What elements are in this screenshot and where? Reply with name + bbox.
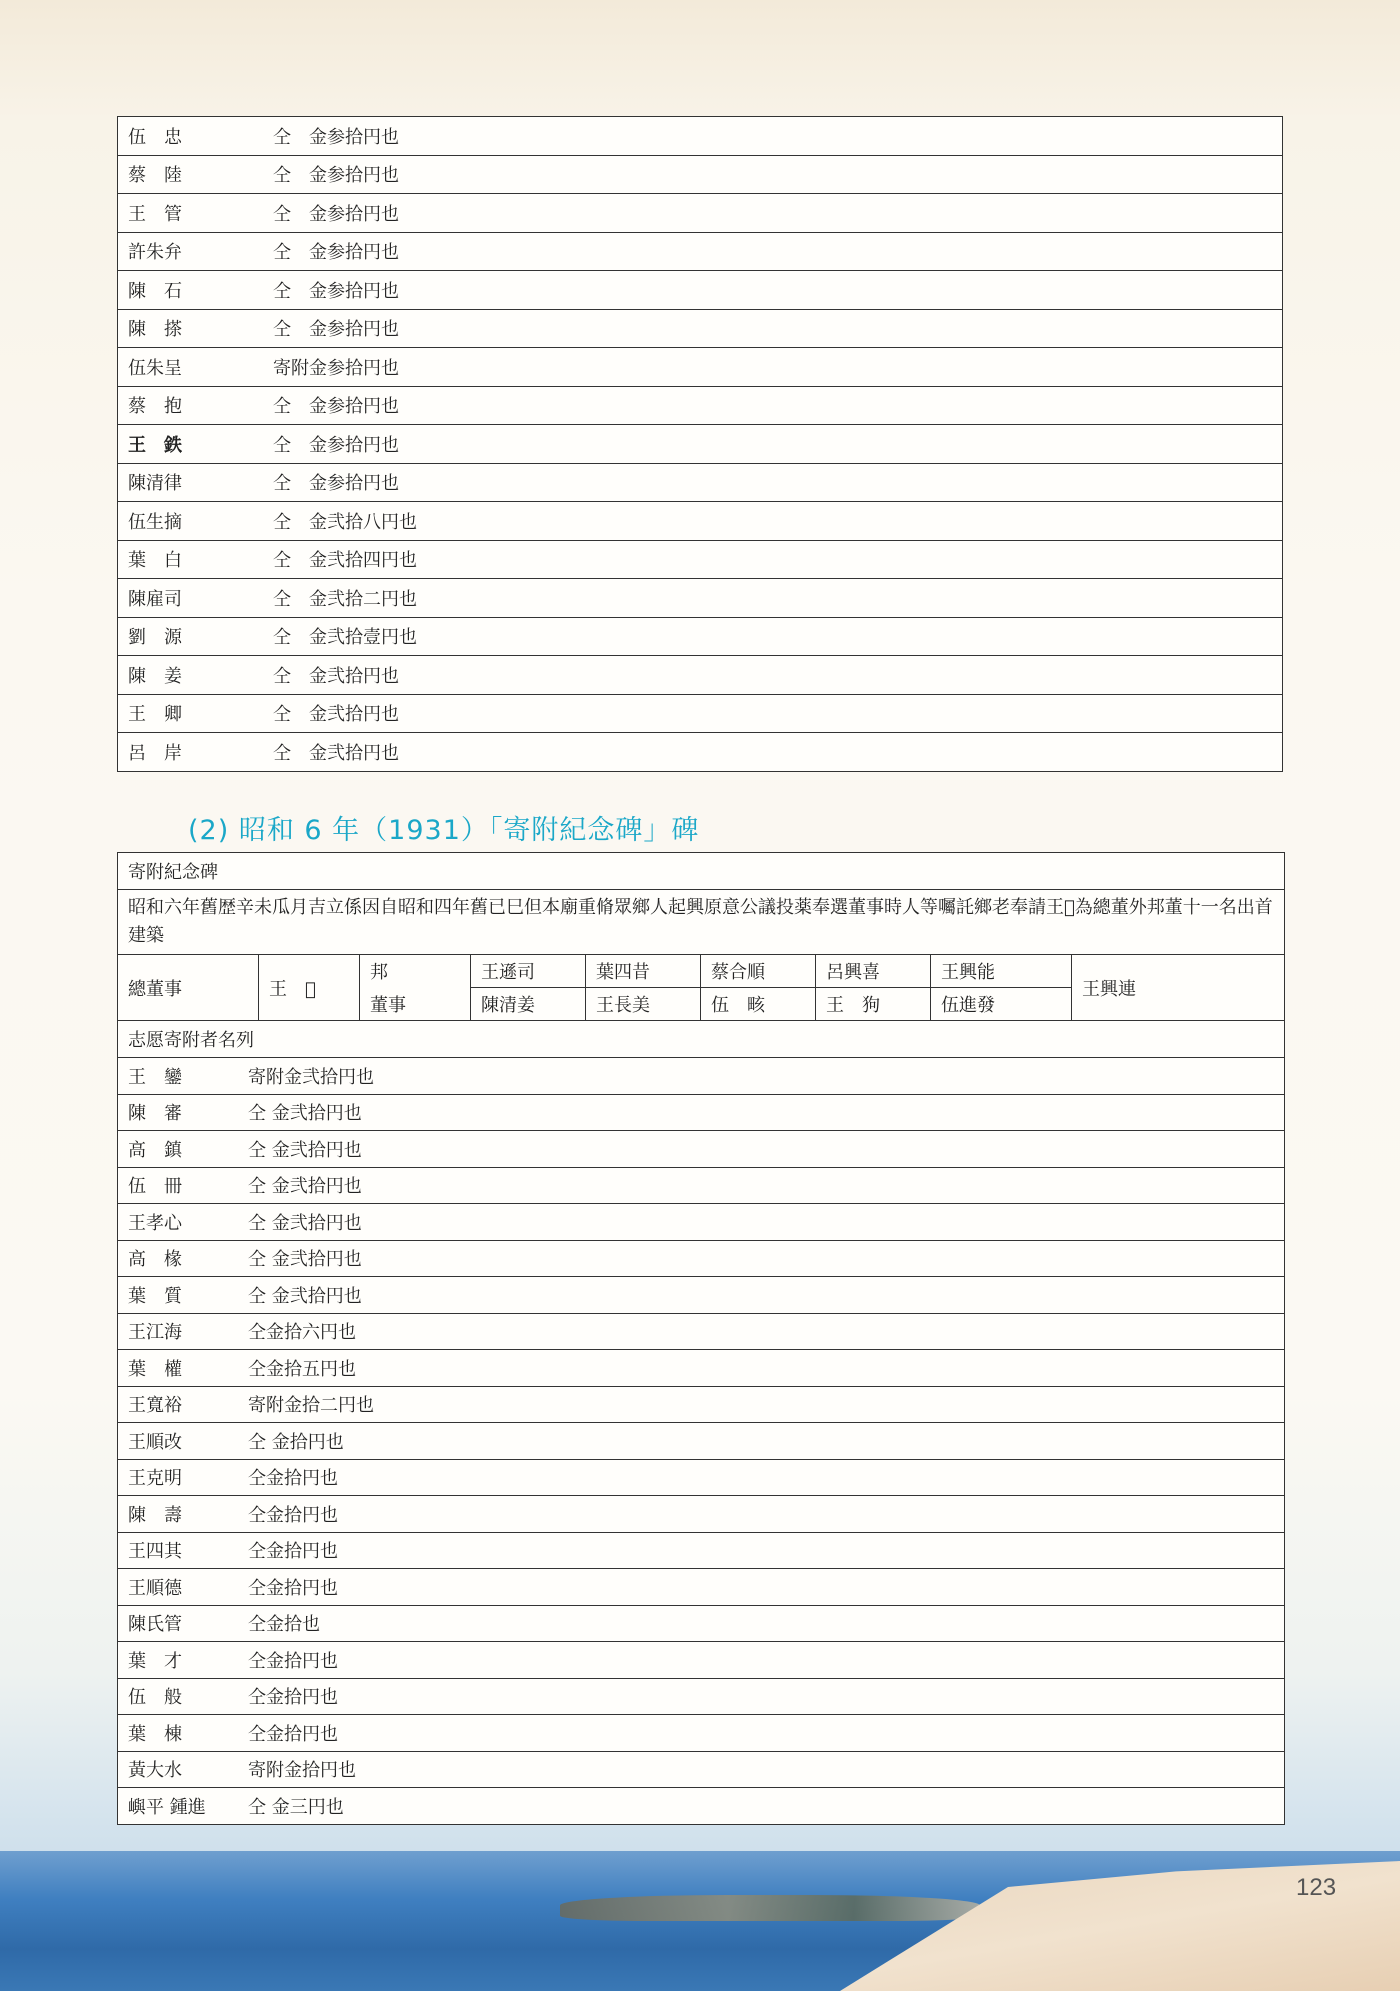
donation-amount: 仝 金弐拾八円也 (273, 511, 417, 533)
donation-amount: 仝金拾五円也 (248, 1358, 356, 1380)
donor-entry (118, 155, 1283, 194)
donor-entry (118, 1131, 1285, 1168)
donor-name: 王四其 (128, 1541, 182, 1563)
donor-name: 葉 權 (128, 1358, 182, 1380)
donor-name: 伍 冊 (128, 1176, 182, 1198)
table-row (118, 386, 1283, 425)
donor-name: 王 鑾 (128, 1066, 182, 1088)
donor-name: 高 椽 (128, 1249, 182, 1271)
donor-entry (118, 1532, 1285, 1569)
donor-name: 葉 棟 (128, 1723, 182, 1745)
donation-amount: 仝金拾円也 (248, 1468, 338, 1490)
donor-entry (118, 1240, 1285, 1277)
director: 呂興喜 (816, 955, 931, 988)
donor-entry (118, 232, 1283, 271)
section-heading: (2) 昭和 6 年（1931）「寄附紀念碑」碑 (188, 815, 700, 846)
table-row (118, 1277, 1285, 1314)
donor-name: 陳 壽 (128, 1504, 182, 1526)
donor-name: 蔡 陸 (128, 165, 182, 187)
donor-list-header: 志愿寄附者名列 (118, 1021, 1285, 1058)
donor-name: 王 管 (128, 203, 182, 225)
donor-entry (118, 1715, 1285, 1752)
donor-name: 王孝心 (128, 1212, 182, 1234)
donor-entry (118, 1459, 1285, 1496)
donor-name: 陳氏管 (128, 1614, 182, 1636)
donation-amount: 仝 金参拾円也 (273, 126, 399, 148)
table-row (118, 1751, 1285, 1788)
donor-entry (118, 1751, 1285, 1788)
donor-entry (118, 1423, 1285, 1460)
donor-table-1 (117, 116, 1283, 772)
donation-amount: 仝 金参拾円也 (273, 319, 399, 341)
monument-title: 寄附紀念碑 (118, 853, 1285, 890)
donation-amount: 仝金拾円也 (248, 1687, 338, 1709)
donor-entry (118, 1277, 1285, 1314)
donor-name: 王寬裕 (128, 1395, 182, 1417)
donor-name: 伍 忠 (128, 126, 182, 148)
donation-amount: 仝 金参拾円也 (273, 242, 399, 264)
table-row (118, 1386, 1285, 1423)
donor-name: 黃大水 (128, 1760, 182, 1782)
table-row (118, 1532, 1285, 1569)
donor-name: 陳 審 (128, 1103, 182, 1125)
table-row (118, 309, 1283, 348)
donor-name: 王 鉄 (128, 434, 182, 456)
donor-entry (118, 656, 1283, 695)
donor-entry (118, 1313, 1285, 1350)
donor-name: 呂 岸 (128, 742, 182, 764)
donor-table-2 (117, 852, 1285, 1825)
table-row (118, 617, 1283, 656)
table-row (118, 232, 1283, 271)
donor-entry (118, 1642, 1285, 1679)
donor-name: 嶼平 鍾進 (128, 1796, 206, 1818)
donation-amount: 仝 金弐拾円也 (248, 1249, 362, 1271)
donation-amount: 仝 金弐拾二円也 (273, 588, 417, 610)
table-row (118, 1094, 1285, 1131)
monument-description: 昭和六年舊歴辛未瓜月吉立係因自昭和四年舊已巳但本廟重脩眾鄉人起興原意公議投薬奉選董事時人等囑託鄉老奉請王𢢿為總董外邦董十一名出首建築 (118, 890, 1285, 955)
donor-name: 蔡 抱 (128, 396, 182, 418)
donor-name: 葉 質 (128, 1285, 182, 1307)
donor-name: 伍 般 (128, 1687, 182, 1709)
table-row (118, 155, 1283, 194)
donor-name: 伍朱呈 (128, 357, 182, 379)
background-rocks (560, 1895, 980, 1921)
director: 王 狗 (816, 988, 931, 1021)
table-row (118, 1313, 1285, 1350)
donation-amount: 仝 金三円也 (248, 1796, 344, 1818)
donor-name: 陳 石 (128, 280, 182, 302)
donation-amount: 仝金拾円也 (248, 1723, 338, 1745)
donor-entry (118, 1496, 1285, 1533)
donor-name: 葉 白 (128, 550, 182, 572)
donor-entry (118, 502, 1283, 541)
donor-entry (118, 733, 1283, 772)
table-row (118, 502, 1283, 541)
donor-entry (118, 1605, 1285, 1642)
donation-amount: 仝 金弐拾円也 (248, 1139, 362, 1161)
donation-amount: 仝金拾円也 (248, 1650, 338, 1672)
donor-name: 王克明 (128, 1468, 182, 1490)
donation-amount: 仝 金参拾円也 (273, 203, 399, 225)
donor-name: 王江海 (128, 1322, 182, 1344)
donor-name: 王順德 (128, 1577, 182, 1599)
donor-name: 葉 才 (128, 1650, 182, 1672)
donor-entry (118, 117, 1283, 156)
donor-entry (118, 1569, 1285, 1606)
table-row (118, 1642, 1285, 1679)
table-row (118, 1204, 1285, 1241)
table-row (118, 1715, 1285, 1752)
donation-amount: 仝金拾円也 (248, 1577, 338, 1599)
donation-amount: 寄附金弐拾円也 (248, 1066, 374, 1088)
director: 蔡合順 (701, 955, 816, 988)
donation-amount: 寄附金拾二円也 (248, 1395, 374, 1417)
donor-entry (118, 309, 1283, 348)
table-row (118, 1058, 1285, 1095)
director: 王遜司 (471, 955, 586, 988)
donation-amount: 仝 金拾円也 (248, 1431, 344, 1453)
donation-amount: 仝 金弐拾四円也 (273, 550, 417, 572)
donor-entry (118, 386, 1283, 425)
donor-entry (118, 694, 1283, 733)
director: 陳清姜 (471, 988, 586, 1021)
table-row (118, 1131, 1285, 1168)
donor-name: 陳清律 (128, 473, 182, 495)
bang-label-top: 邦 (360, 955, 471, 988)
donation-amount: 仝金拾也 (248, 1614, 320, 1636)
donor-entry (118, 1386, 1285, 1423)
director: 王興能 (931, 955, 1072, 988)
table-row (118, 1459, 1285, 1496)
table-row (118, 271, 1283, 310)
donor-entry (118, 1058, 1285, 1095)
table-row (118, 579, 1283, 618)
page-number: 123 (1296, 1874, 1337, 1901)
donor-entry (118, 1094, 1285, 1131)
donation-amount: 仝 金弐拾円也 (248, 1176, 362, 1198)
table-row (118, 1569, 1285, 1606)
donor-entry (118, 617, 1283, 656)
donation-amount: 仝 金弐拾円也 (273, 742, 399, 764)
director: 王興連 (1072, 955, 1285, 1021)
donor-entry (118, 1678, 1285, 1715)
table-row (118, 540, 1283, 579)
table-row (118, 1605, 1285, 1642)
donor-entry (118, 579, 1283, 618)
table-row (118, 1788, 1285, 1825)
donation-amount: 仝金拾円也 (248, 1541, 338, 1563)
table-row (118, 656, 1283, 695)
donor-entry (118, 540, 1283, 579)
donor-entry (118, 425, 1283, 464)
donor-name: 陳雇司 (128, 588, 182, 610)
donation-amount: 仝 金弐拾円也 (273, 665, 399, 687)
chief-director-name: 王 𢢿 (259, 955, 360, 1021)
donor-entry (118, 1350, 1285, 1387)
donor-entry (118, 194, 1283, 233)
donation-amount: 仝 金弐拾円也 (273, 704, 399, 726)
donor-name: 劉 源 (128, 627, 182, 649)
donor-entry (118, 1788, 1285, 1825)
table-row (118, 463, 1283, 502)
donor-name: 伍生摘 (128, 511, 182, 533)
table-row (118, 194, 1283, 233)
donor-name: 王順改 (128, 1431, 182, 1453)
donor-name: 高 鎮 (128, 1139, 182, 1161)
donation-amount: 仝 金参拾円也 (273, 165, 399, 187)
donor-name: 陳 搽 (128, 319, 182, 341)
donation-amount: 仝 金参拾円也 (273, 280, 399, 302)
director: 伍進發 (931, 988, 1072, 1021)
donation-amount: 寄附金参拾円也 (273, 357, 399, 379)
donor-entry (118, 271, 1283, 310)
table-row (118, 1167, 1285, 1204)
donor-name: 許朱弁 (128, 242, 182, 264)
donation-amount: 仝 金弐拾壹円也 (273, 627, 417, 649)
chief-director-label: 總董事 (118, 955, 259, 1021)
donor-entry (118, 1167, 1285, 1204)
donation-amount: 寄附金拾円也 (248, 1760, 356, 1782)
donor-name: 王 卿 (128, 704, 182, 726)
donation-amount: 仝 金参拾円也 (273, 473, 399, 495)
donation-amount: 仝 金参拾円也 (273, 434, 399, 456)
donation-amount: 仝 金弐拾円也 (248, 1212, 362, 1234)
donor-entry (118, 1204, 1285, 1241)
table-row (118, 1496, 1285, 1533)
donation-amount: 仝金拾六円也 (248, 1322, 356, 1344)
director: 伍 畡 (701, 988, 816, 1021)
director: 王長美 (586, 988, 701, 1021)
table-row (118, 117, 1283, 156)
table-row (118, 1423, 1285, 1460)
table-row (118, 425, 1283, 464)
donor-entry (118, 348, 1283, 387)
table-row (118, 733, 1283, 772)
table-row (118, 1350, 1285, 1387)
donation-amount: 仝 金参拾円也 (273, 396, 399, 418)
director: 葉四昔 (586, 955, 701, 988)
table-row (118, 694, 1283, 733)
bang-label-bottom: 董事 (360, 988, 471, 1021)
table-row (118, 348, 1283, 387)
table-row (118, 1678, 1285, 1715)
donation-amount: 仝 金弐拾円也 (248, 1285, 362, 1307)
donation-amount: 仝 金弐拾円也 (248, 1103, 362, 1125)
donation-amount: 仝金拾円也 (248, 1504, 338, 1526)
donor-name: 陳 姜 (128, 665, 182, 687)
donor-entry (118, 463, 1283, 502)
table-row (118, 1240, 1285, 1277)
